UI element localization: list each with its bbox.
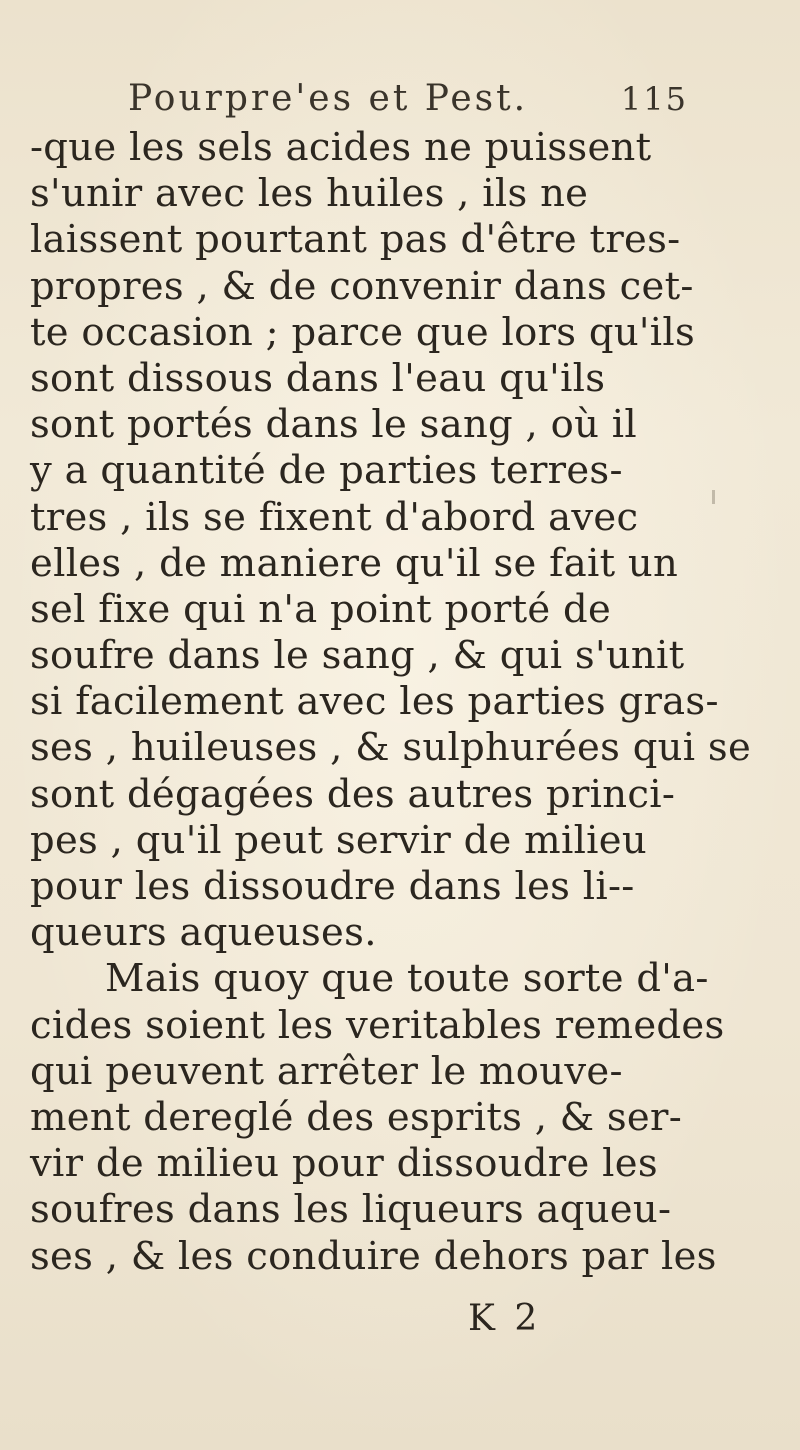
text-line: queurs aqueuses. [30, 910, 377, 956]
text-line: y a quantité de parties terres- [30, 448, 623, 494]
text-line: cides soient les veritables remedes [30, 1002, 725, 1048]
text-line: ses , huileuses , & sulphurées qui se [30, 725, 752, 771]
text-line: laissent pourtant pas d'être tres- [30, 217, 681, 263]
paper-speck [712, 490, 715, 504]
text-line: elles , de maniere qu'il se fait un [30, 540, 679, 586]
text-line: sel fixe qui n'a point porté de [30, 586, 612, 632]
text-line: vir de milieu pour dissoudre les [30, 1141, 658, 1187]
text-line: sont dégagées des autres princi- [30, 771, 676, 817]
text-line: ses , & les conduire dehors par les [30, 1233, 717, 1279]
text-line: pour les dissoudre dans les li-- [30, 864, 635, 909]
body-text [30, 125, 790, 1280]
text-line: te occasion ; parce que lors qu'ils [30, 309, 696, 355]
text-line: sont portés dans le sang , où il [30, 402, 637, 448]
text-line: s'unir avec les huiles , ils ne [30, 171, 589, 217]
text-line: si facilement avec les parties gras- [30, 679, 719, 725]
text-line: sont dissous dans l'eau qu'ils [30, 355, 606, 401]
paragraph-start-line: Mais quoy que toute sorte d'a- [105, 956, 709, 1002]
running-head: Pourpre'es et Pest. [128, 78, 529, 119]
page-header [128, 76, 688, 122]
text-line: ment dereglé des esprits , & ser- [30, 1094, 683, 1140]
text-line: soufres dans les liqueurs aqueu- [30, 1187, 672, 1233]
text-line: tres , ils se fixent d'abord avec [30, 494, 639, 540]
signature-mark: K 2 [468, 1298, 542, 1339]
text-line: propres , & de convenir dans cet- [30, 263, 694, 309]
text-line: qui peuvent arrêter le mouve- [30, 1048, 623, 1094]
text-line: pes , qu'il peut servir de milieu [30, 817, 647, 863]
page-number: 115 [620, 80, 688, 118]
text-line: -que les sels acides ne puissent [30, 125, 652, 170]
text-line: soufre dans le sang , & qui s'unit [30, 633, 685, 679]
